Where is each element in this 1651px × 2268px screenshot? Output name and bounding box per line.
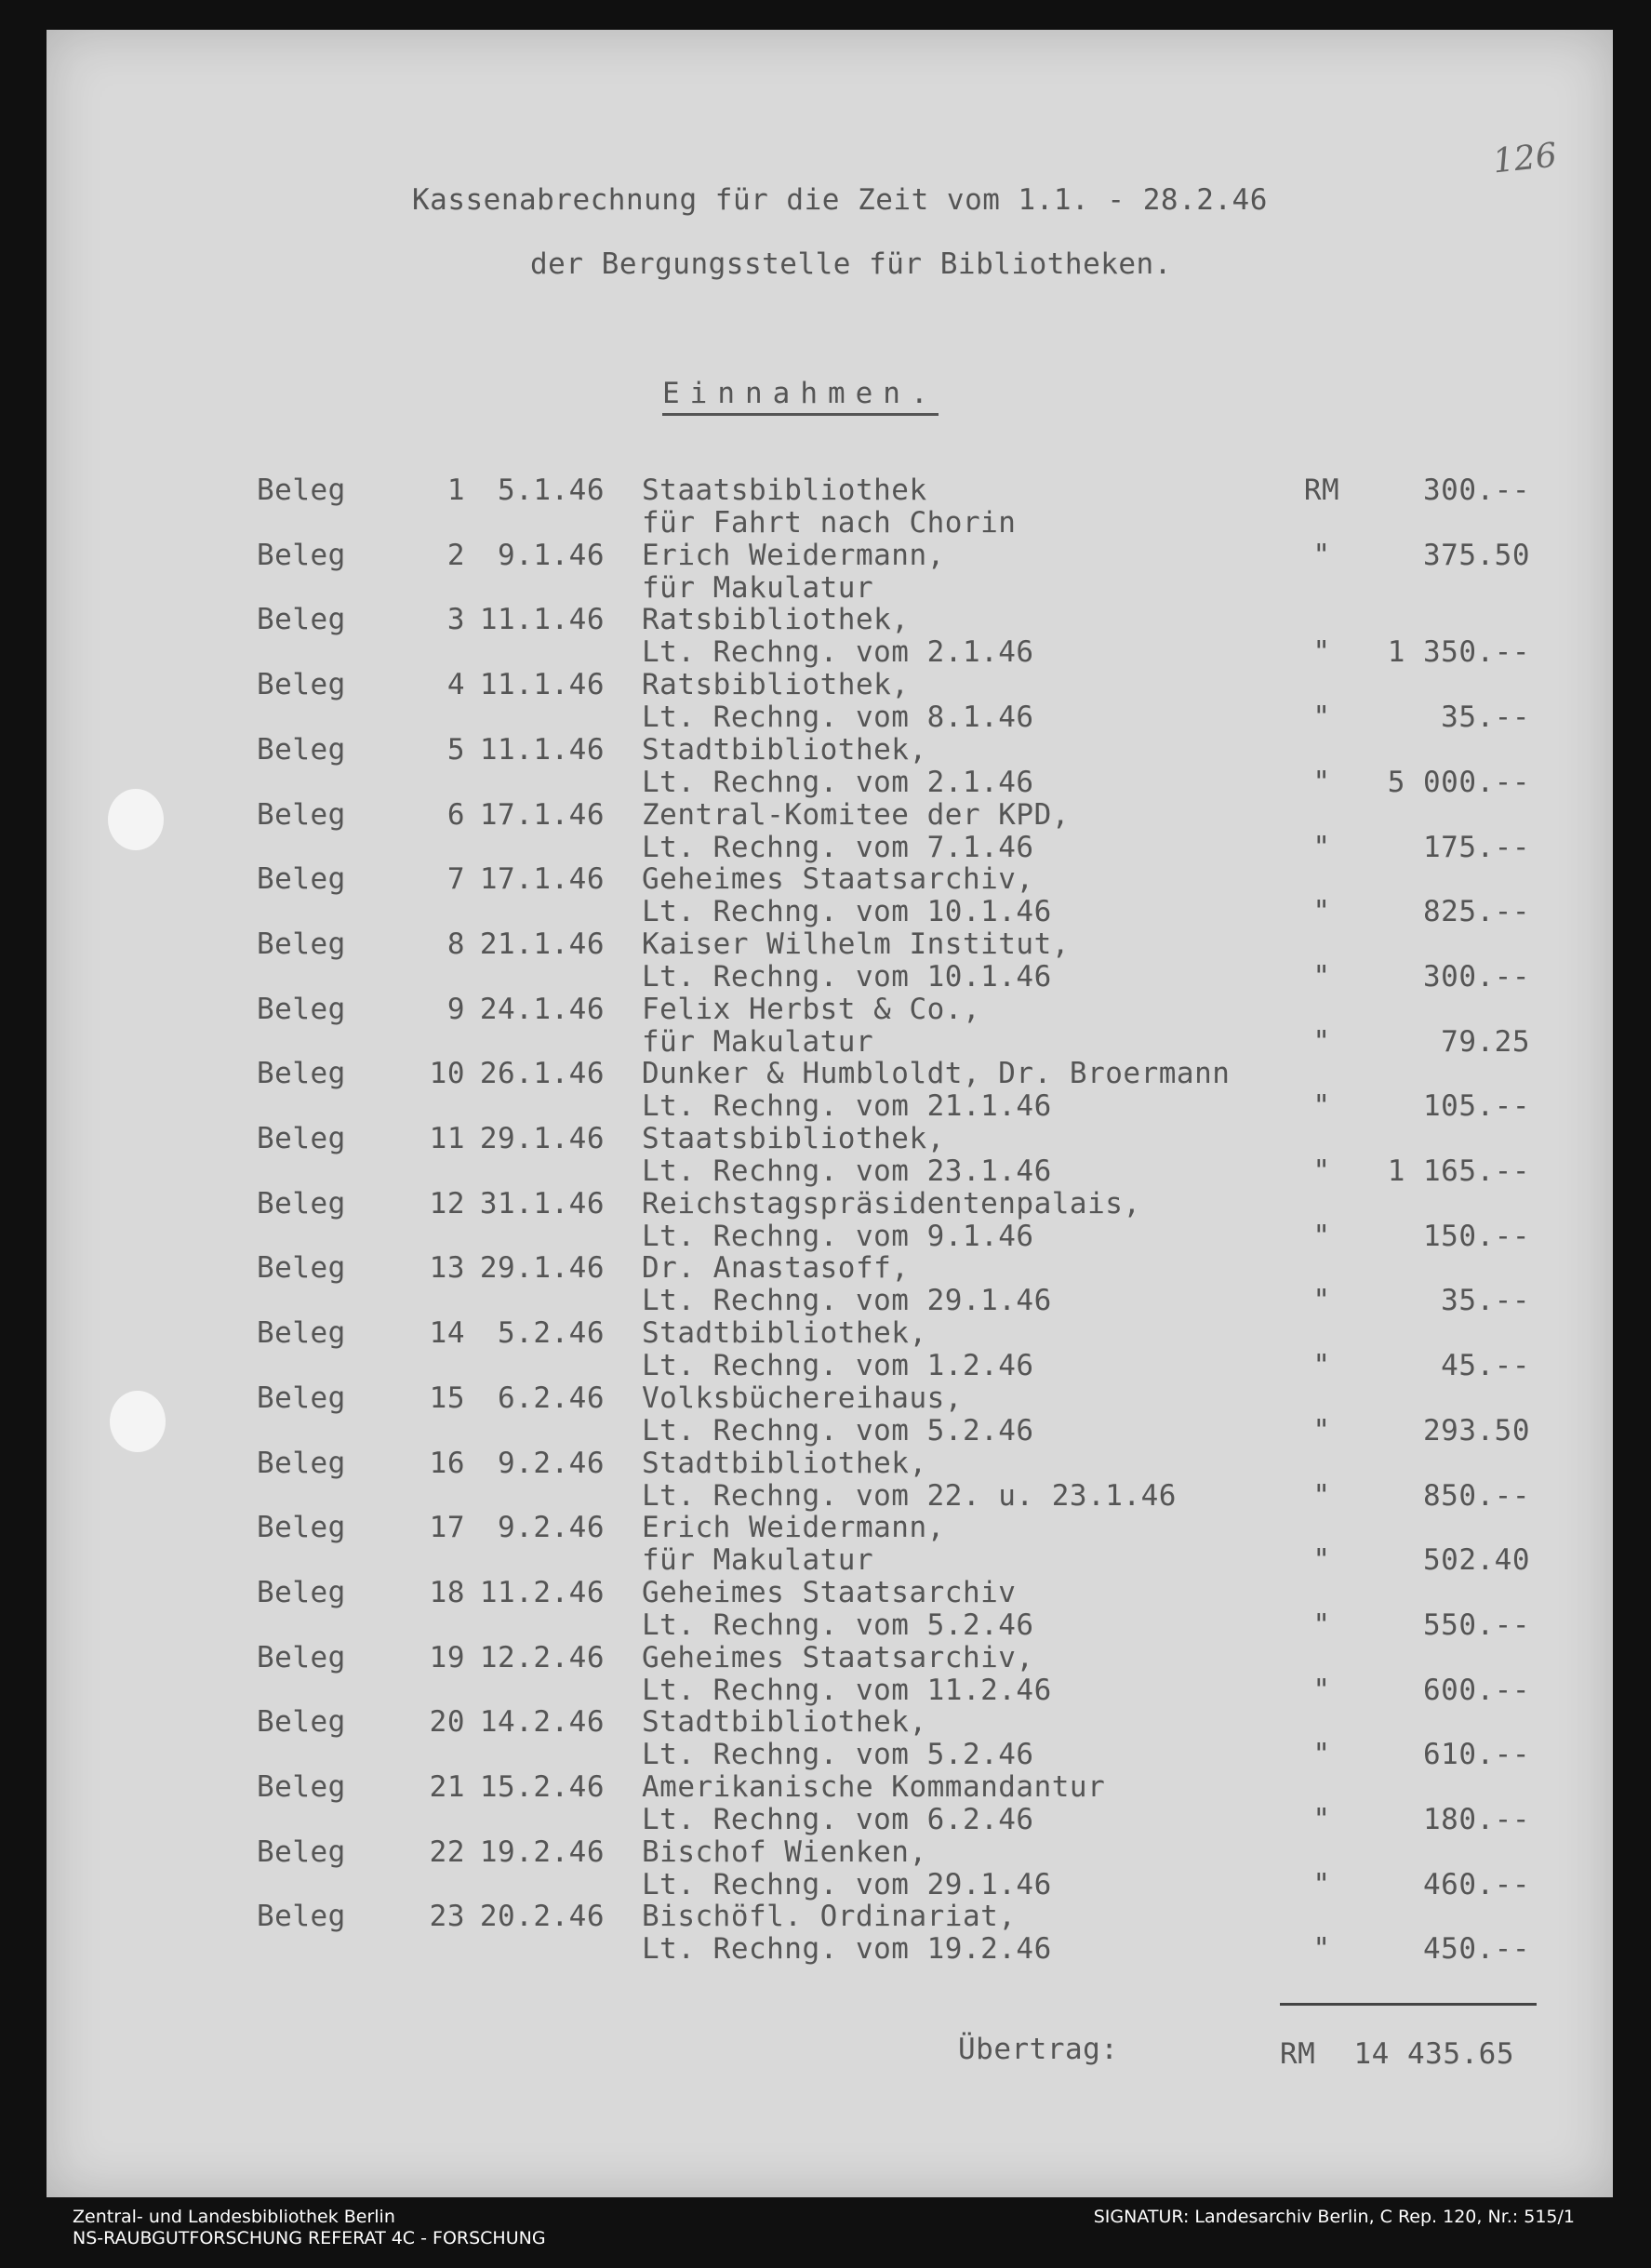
ledger-row [0, 1835, 1651, 1901]
entry-reference: für Makulatur [642, 1025, 874, 1059]
beleg-label: Beleg [257, 993, 346, 1026]
beleg-label: Beleg [257, 1770, 346, 1804]
entry-date: 14.2.46 [479, 1705, 605, 1739]
beleg-number: 14 [429, 1316, 465, 1350]
beleg-number: 21 [429, 1770, 465, 1804]
entry-date: 17.1.46 [479, 862, 605, 896]
beleg-label: Beleg [257, 1251, 346, 1285]
entry-amount: 35.-- [1441, 700, 1530, 734]
entry-currency: " [1312, 1154, 1331, 1188]
footer-signature: SIGNATUR: Landesarchiv Berlin, C Rep. 120, Nr.: 515/1 [1093, 2207, 1575, 2227]
beleg-label: Beleg [257, 1835, 346, 1869]
entry-payer: Ratsbibliothek, [642, 668, 910, 701]
beleg-number: 10 [429, 1057, 465, 1090]
beleg-number: 19 [429, 1641, 465, 1674]
document-subtitle: der Bergungsstelle für Bibliotheken. [530, 247, 1172, 281]
entry-payer: Geheimes Staatsarchiv, [642, 862, 1034, 896]
beleg-number: 9 [446, 993, 465, 1026]
beleg-number: 20 [429, 1705, 465, 1739]
ledger-row [0, 603, 1651, 668]
beleg-label: Beleg [257, 1576, 346, 1609]
beleg-label: Beleg [257, 539, 346, 572]
entry-currency: " [1312, 1479, 1331, 1513]
entry-date: 11.2.46 [479, 1576, 605, 1609]
entry-currency: " [1312, 539, 1331, 572]
beleg-label: Beleg [257, 474, 346, 507]
entry-payer: Staatsbibliothek [642, 474, 927, 507]
entry-currency: " [1312, 635, 1331, 669]
entry-amount: 35.-- [1441, 1284, 1530, 1317]
total-currency: RM [1280, 2037, 1316, 2071]
beleg-number: 15 [429, 1381, 465, 1415]
beleg-label: Beleg [257, 668, 346, 701]
entry-reference: Lt. Rechng. vom 29.1.46 [642, 1868, 1052, 1901]
ledger-row [0, 1900, 1651, 1965]
entry-amount: 825.-- [1423, 895, 1530, 928]
entry-currency: " [1312, 1738, 1331, 1771]
entry-currency: RM [1303, 474, 1340, 507]
entry-payer: Amerikanische Kommandantur [642, 1770, 1106, 1804]
entry-reference: Lt. Rechng. vom 21.1.46 [642, 1089, 1052, 1123]
entry-payer: Staatsbibliothek, [642, 1122, 945, 1155]
entry-amount: 150.-- [1423, 1220, 1530, 1253]
ledger-row [0, 539, 1651, 604]
beleg-number: 18 [429, 1576, 465, 1609]
beleg-label: Beleg [257, 603, 346, 636]
entry-date: 29.1.46 [479, 1122, 605, 1155]
entry-date: 24.1.46 [479, 993, 605, 1026]
entry-reference: Lt. Rechng. vom 23.1.46 [642, 1154, 1052, 1188]
entry-currency: " [1312, 1543, 1331, 1577]
beleg-label: Beleg [257, 1316, 346, 1350]
entry-reference: Lt. Rechng. vom 2.1.46 [642, 635, 1034, 669]
beleg-number: 23 [429, 1900, 465, 1933]
ledger-row [0, 1057, 1651, 1122]
entry-payer: Geheimes Staatsarchiv, [642, 1641, 1034, 1674]
beleg-number: 5 [446, 733, 465, 767]
entry-date: 5.2.46 [498, 1316, 605, 1350]
ledger-row [0, 1576, 1651, 1641]
beleg-number: 8 [446, 927, 465, 961]
beleg-number: 13 [429, 1251, 465, 1285]
entry-currency: " [1312, 1025, 1331, 1059]
entry-payer: Stadtbibliothek, [642, 1705, 927, 1739]
entry-payer: Dr. Anastasoff, [642, 1251, 910, 1285]
entry-reference: Lt. Rechng. vom 10.1.46 [642, 960, 1052, 994]
entry-currency: " [1312, 1414, 1331, 1448]
entry-date: 11.1.46 [479, 668, 605, 701]
beleg-number: 1 [446, 474, 465, 507]
entry-date: 26.1.46 [479, 1057, 605, 1090]
entry-currency: " [1312, 1220, 1331, 1253]
beleg-number: 4 [446, 668, 465, 701]
entry-payer: Bischöfl. Ordinariat, [642, 1900, 1017, 1933]
total-label: Übertrag: [958, 2033, 1119, 2066]
entry-reference: Lt. Rechng. vom 29.1.46 [642, 1284, 1052, 1317]
entry-reference: für Makulatur [642, 1543, 874, 1577]
entry-reference: Lt. Rechng. vom 19.2.46 [642, 1932, 1052, 1966]
entry-payer: Felix Herbst & Co., [642, 993, 981, 1026]
entry-currency: " [1312, 1868, 1331, 1901]
entry-amount: 850.-- [1423, 1479, 1530, 1513]
entry-date: 19.2.46 [479, 1835, 605, 1869]
beleg-label: Beleg [257, 1057, 346, 1090]
entry-date: 17.1.46 [479, 798, 605, 832]
beleg-number: 12 [429, 1187, 465, 1221]
beleg-number: 3 [446, 603, 465, 636]
beleg-number: 7 [446, 862, 465, 896]
entry-amount: 105.-- [1423, 1089, 1530, 1123]
entry-amount: 502.40 [1423, 1543, 1530, 1577]
entry-date: 11.1.46 [479, 733, 605, 767]
beleg-label: Beleg [257, 1900, 346, 1933]
entry-date: 11.1.46 [479, 603, 605, 636]
footer-institution: Zentral- und Landesbibliothek Berlin [73, 2207, 395, 2227]
ledger-row [0, 1187, 1651, 1252]
ledger-row [0, 1316, 1651, 1381]
entry-amount: 300.-- [1423, 474, 1530, 507]
entry-payer: Stadtbibliothek, [642, 1316, 927, 1350]
entry-amount: 5 000.-- [1387, 766, 1530, 799]
ledger-row [0, 862, 1651, 927]
beleg-label: Beleg [257, 1122, 346, 1155]
entry-date: 6.2.46 [498, 1381, 605, 1415]
entry-currency: " [1312, 1608, 1331, 1642]
ledger-row [0, 1705, 1651, 1770]
ledger-row [0, 733, 1651, 798]
entry-reference: Lt. Rechng. vom 1.2.46 [642, 1349, 1034, 1382]
ledger-row [0, 927, 1651, 993]
beleg-number: 2 [446, 539, 465, 572]
entry-payer: Zentral-Komitee der KPD, [642, 798, 1070, 832]
entry-payer: Ratsbibliothek, [642, 603, 910, 636]
entry-currency: " [1312, 1803, 1331, 1836]
beleg-label: Beleg [257, 1381, 346, 1415]
entry-amount: 550.-- [1423, 1608, 1530, 1642]
entry-reference: Lt. Rechng. vom 22. u. 23.1.46 [642, 1479, 1177, 1513]
ledger-row [0, 1381, 1651, 1447]
entry-amount: 1 165.-- [1387, 1154, 1530, 1188]
entry-date: 15.2.46 [479, 1770, 605, 1804]
entry-date: 9.2.46 [498, 1447, 605, 1480]
entry-amount: 175.-- [1423, 831, 1530, 864]
entry-reference: Lt. Rechng. vom 7.1.46 [642, 831, 1034, 864]
entry-currency: " [1312, 960, 1331, 994]
entry-amount: 180.-- [1423, 1803, 1530, 1836]
ledger-row [0, 1251, 1651, 1316]
entry-reference: Lt. Rechng. vom 8.1.46 [642, 700, 1034, 734]
footer-department: NS-RAUBGUTFORSCHUNG REFERAT 4C - FORSCHUNG [73, 2228, 546, 2248]
beleg-number: 16 [429, 1447, 465, 1480]
section-heading: Einnahmen. [662, 377, 939, 416]
entry-currency: " [1312, 895, 1331, 928]
beleg-label: Beleg [257, 1705, 346, 1739]
entry-reference: Lt. Rechng. vom 5.2.46 [642, 1738, 1034, 1771]
entry-reference: Lt. Rechng. vom 6.2.46 [642, 1803, 1034, 1836]
entry-currency: " [1312, 1089, 1331, 1123]
entry-reference: Lt. Rechng. vom 2.1.46 [642, 766, 1034, 799]
entry-date: 5.1.46 [498, 474, 605, 507]
entry-amount: 450.-- [1423, 1932, 1530, 1966]
entry-date: 21.1.46 [479, 927, 605, 961]
beleg-number: 17 [429, 1511, 465, 1544]
ledger-row [0, 798, 1651, 863]
entry-currency: " [1312, 1932, 1331, 1966]
entry-reference: für Makulatur [642, 571, 874, 605]
page-number: 126 [1491, 136, 1559, 181]
entry-payer: Volksbüchereihaus, [642, 1381, 963, 1415]
entry-reference: Lt. Rechng. vom 10.1.46 [642, 895, 1052, 928]
entry-currency: " [1312, 1674, 1331, 1707]
beleg-label: Beleg [257, 798, 346, 832]
entry-reference: Lt. Rechng. vom 9.1.46 [642, 1220, 1034, 1253]
beleg-label: Beleg [257, 927, 346, 961]
ledger-row [0, 668, 1651, 733]
beleg-label: Beleg [257, 1641, 346, 1674]
beleg-label: Beleg [257, 1447, 346, 1480]
sum-rule [1280, 2003, 1537, 2006]
entry-amount: 293.50 [1423, 1414, 1530, 1448]
entry-amount: 375.50 [1423, 539, 1530, 572]
entry-payer: Geheimes Staatsarchiv [642, 1576, 1017, 1609]
ledger-row [0, 1122, 1651, 1187]
ledger-row [0, 1770, 1651, 1835]
entry-currency: " [1312, 1284, 1331, 1317]
entry-reference: für Fahrt nach Chorin [642, 506, 1017, 540]
entry-payer: Stadtbibliothek, [642, 1447, 927, 1480]
entry-payer: Kaiser Wilhelm Institut, [642, 927, 1070, 961]
beleg-label: Beleg [257, 733, 346, 767]
entry-currency: " [1312, 831, 1331, 864]
beleg-number: 6 [446, 798, 465, 832]
entry-payer: Stadtbibliothek, [642, 733, 927, 767]
beleg-label: Beleg [257, 1511, 346, 1544]
entry-amount: 460.-- [1423, 1868, 1530, 1901]
entry-reference: Lt. Rechng. vom 5.2.46 [642, 1608, 1034, 1642]
ledger-row [0, 1641, 1651, 1706]
total-amount: 14 435.65 [1353, 2037, 1514, 2071]
beleg-number: 11 [429, 1122, 465, 1155]
entry-date: 31.1.46 [479, 1187, 605, 1221]
entry-payer: Erich Weidermann, [642, 1511, 945, 1544]
entry-amount: 45.-- [1441, 1349, 1530, 1382]
beleg-number: 22 [429, 1835, 465, 1869]
entry-payer: Erich Weidermann, [642, 539, 945, 572]
ledger-row [0, 1511, 1651, 1576]
entry-currency: " [1312, 1349, 1331, 1382]
ledger-row [0, 993, 1651, 1058]
entry-date: 29.1.46 [479, 1251, 605, 1285]
entry-date: 9.2.46 [498, 1511, 605, 1544]
entry-currency: " [1312, 700, 1331, 734]
entry-amount: 600.-- [1423, 1674, 1530, 1707]
entry-amount: 300.-- [1423, 960, 1530, 994]
beleg-label: Beleg [257, 1187, 346, 1221]
entry-payer: Bischof Wienken, [642, 1835, 927, 1869]
entry-payer: Dunker & Humbloldt, Dr. Broermann [642, 1057, 1231, 1090]
entry-amount: 610.-- [1423, 1738, 1530, 1771]
entry-date: 20.2.46 [479, 1900, 605, 1933]
entry-payer: Reichstagspräsidentenpalais, [642, 1187, 1141, 1221]
ledger-row [0, 474, 1651, 539]
entry-amount: 79.25 [1441, 1025, 1530, 1059]
beleg-label: Beleg [257, 862, 346, 896]
entry-amount: 1 350.-- [1387, 635, 1530, 669]
entry-date: 9.1.46 [498, 539, 605, 572]
entry-currency: " [1312, 766, 1331, 799]
entry-date: 12.2.46 [479, 1641, 605, 1674]
document-title: Kassenabrechnung für die Zeit vom 1.1. - 28.2.46 [412, 183, 1268, 217]
entry-reference: Lt. Rechng. vom 11.2.46 [642, 1674, 1052, 1707]
ledger-row [0, 1447, 1651, 1512]
entry-reference: Lt. Rechng. vom 5.2.46 [642, 1414, 1034, 1448]
